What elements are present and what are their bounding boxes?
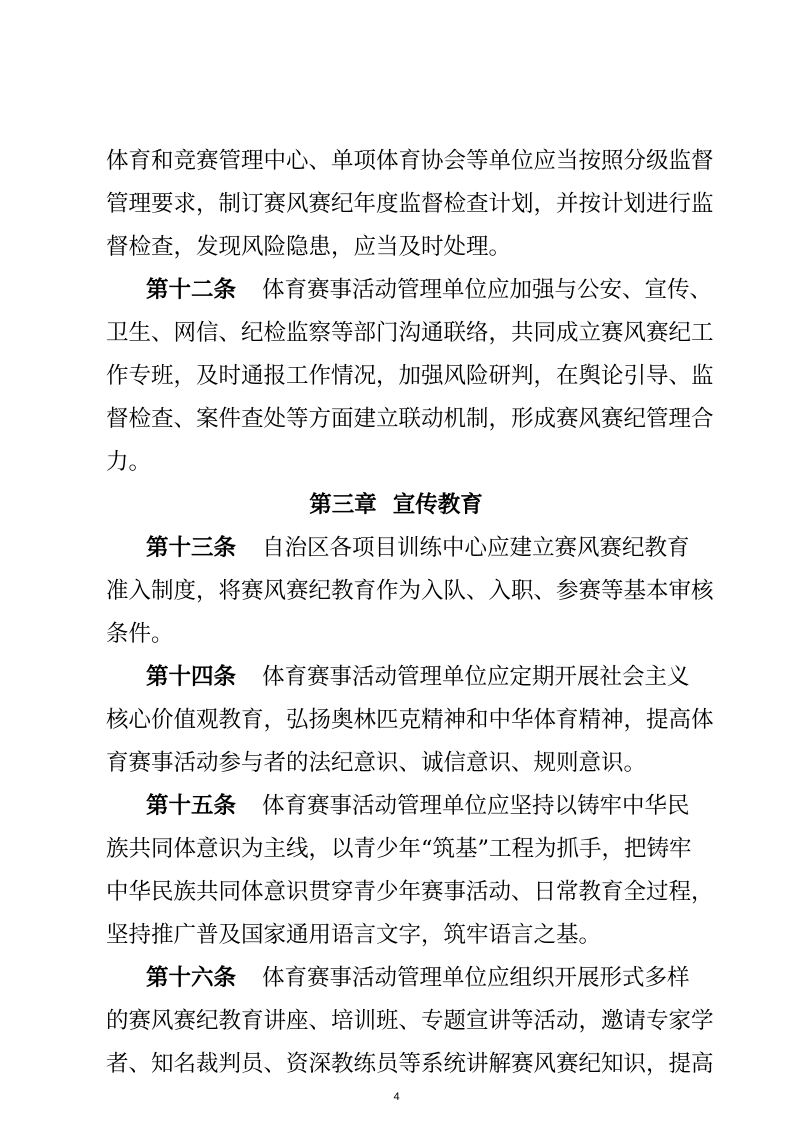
paragraph-line: 的赛风赛纪教育讲座、培训班、专题宣讲等活动，邀请专家学 <box>106 1008 714 1034</box>
article-label: 第十四条 <box>146 664 237 690</box>
paragraph-line: 育赛事活动参与者的法纪意识、诚信意识、规则意识。 <box>106 750 647 776</box>
paragraph-line: 中华民族共同体意识贯穿青少年赛事活动、日常教育全过程， <box>106 879 714 905</box>
paragraph-line: 力。 <box>106 449 152 475</box>
paragraph-line: 核心价值观教育，弘扬奥林匹克精神和中华体育精神，提高体 <box>106 707 714 733</box>
article-text: 体育赛事活动管理单位应组织开展形式多样 <box>262 965 690 991</box>
article-12-first-line <box>146 272 713 308</box>
page-number: 4 <box>393 1091 400 1103</box>
paragraph-line: 条件。 <box>106 621 174 647</box>
article-16-first-line <box>146 960 690 996</box>
chapter-title: 宣传教育 <box>392 492 483 518</box>
article-14-first-line <box>146 659 690 695</box>
paragraph-line: 作专班，及时通报工作情况，加强风险研判，在舆论引导、监 <box>106 363 714 389</box>
article-label: 第十五条 <box>146 793 237 819</box>
paragraph-line: 坚持推广普及国家通用语言文字，筑牢语言之基。 <box>106 922 602 948</box>
article-text: 自治区各项目训练中心应建立赛风赛纪教育 <box>262 535 690 561</box>
article-label: 第十二条 <box>146 277 237 303</box>
paragraph-line: 管理要求，制订赛风赛纪年度监督检查计划，并按计划进行监 <box>106 191 714 217</box>
article-label: 第十三条 <box>146 535 237 561</box>
paragraph-line: 督检查，发现风险隐患，应当及时处理。 <box>106 234 512 260</box>
article-text: 体育赛事活动管理单位应坚持以铸牢中华民 <box>262 793 690 819</box>
article-text: 体育赛事活动管理单位应定期开展社会主义 <box>262 664 690 690</box>
paragraph-line: 体育和竞赛管理中心、单项体育协会等单位应当按照分级监督 <box>106 148 714 174</box>
chapter-heading <box>106 487 686 523</box>
paragraph-line: 督检查、案件查处等方面建立联动机制，形成赛风赛纪管理合 <box>106 406 714 432</box>
chapter-number: 第三章 <box>309 492 377 518</box>
article-13-first-line <box>146 530 690 566</box>
article-label: 第十六条 <box>146 965 237 991</box>
paragraph-line: 准入制度，将赛风赛纪教育作为入队、入职、参赛等基本审核 <box>106 578 714 604</box>
paragraph-line: 卫生、网信、纪检监察等部门沟通联络，共同成立赛风赛纪工 <box>106 320 714 346</box>
article-text: 体育赛事活动管理单位应加强与公安、宣传、 <box>262 277 713 303</box>
article-15-first-line <box>146 788 690 824</box>
paragraph-line: 者、知名裁判员、资深教练员等系统讲解赛风赛纪知识，提高 <box>106 1051 714 1077</box>
paragraph-line: 族共同体意识为主线，以青少年“筑基”工程为抓手，把铸牢 <box>106 836 692 862</box>
